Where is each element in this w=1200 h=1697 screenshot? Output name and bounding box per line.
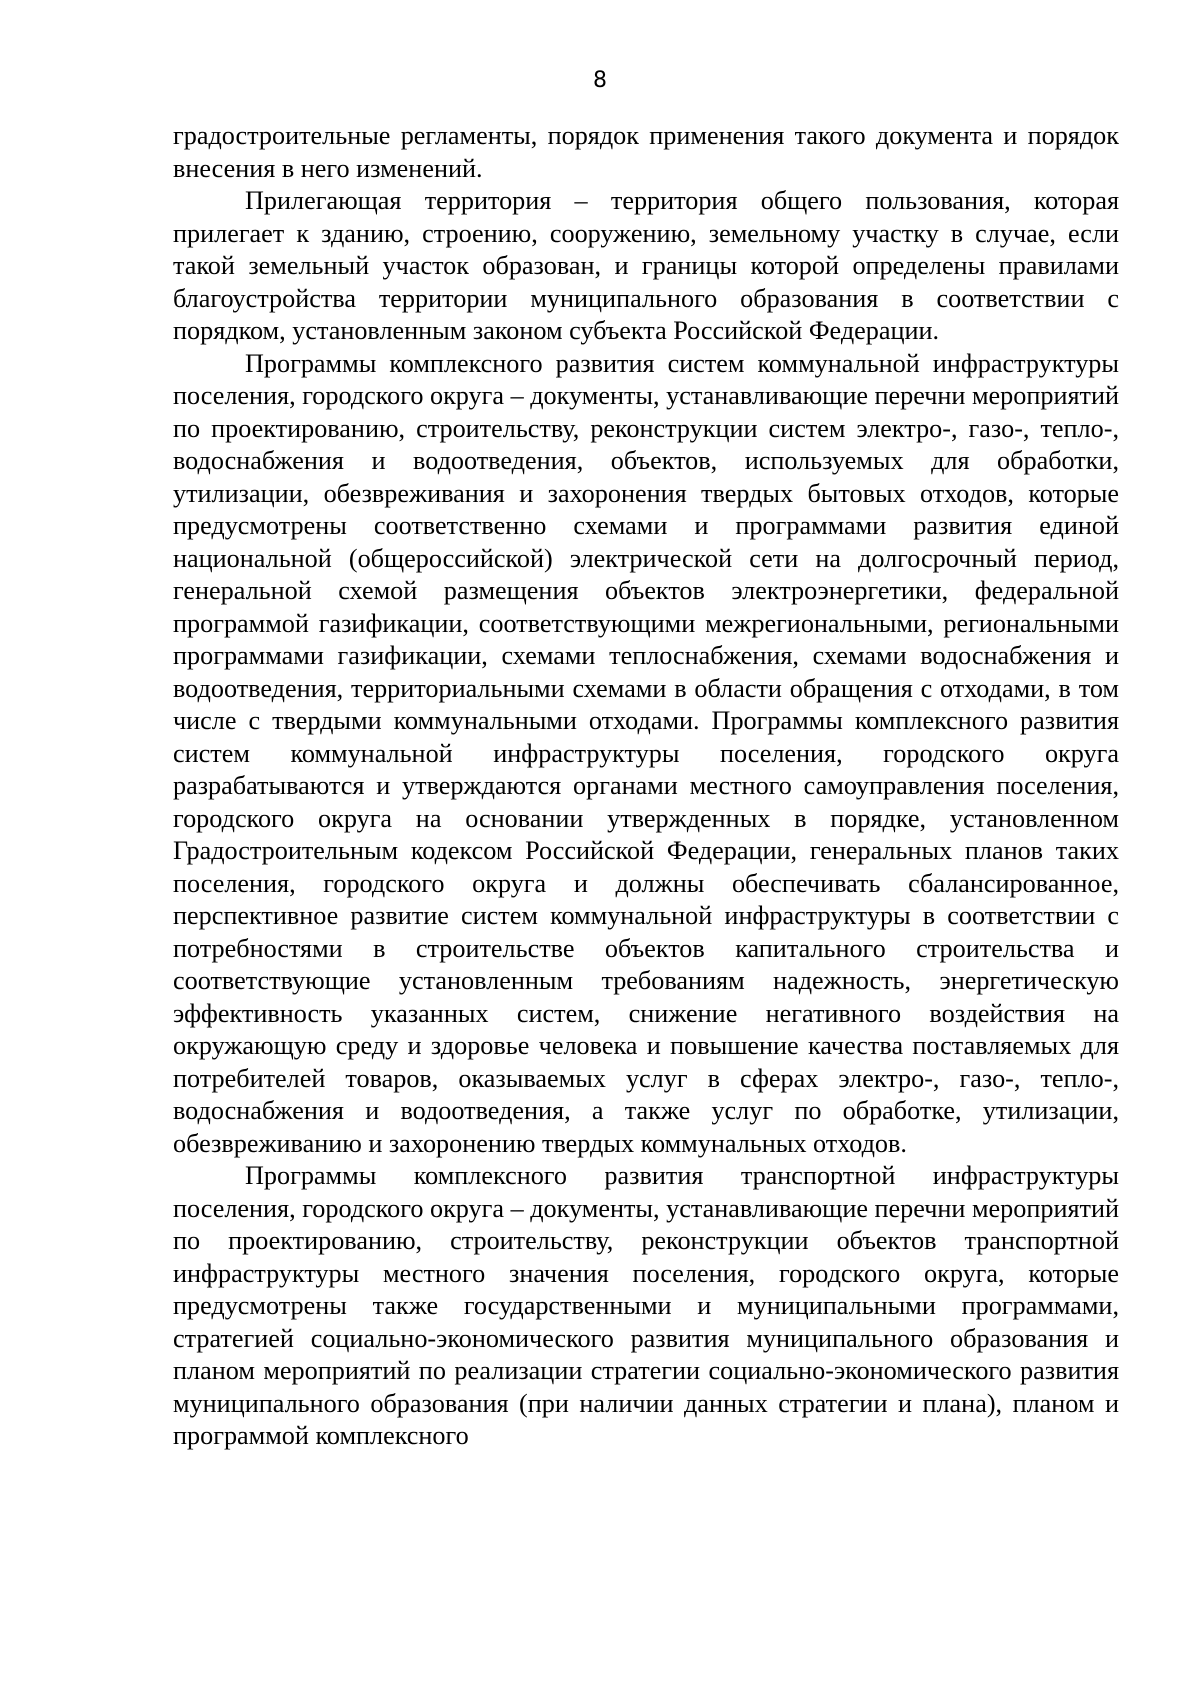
- paragraph-transport-infrastructure-programs: Программы комплексного развития транспортной инфраструктуры поселения, городского округа – документы, устанавливающие перечни мероприятий по проектированию, строительству, реконструкции объектов транспортной инфраструктуры местного значения поселения, городского округа, которые предусмотрены также государственными и муниципальными программами, стратегией социально-экономического развития муниципального образования и планом мероприятий по реализации стратегии социально-экономического развития муниципального образования (при наличии данных стратегии и плана), планом и программой комплексного: [173, 1161, 1119, 1450]
- paragraph-adjacent-territory: Прилегающая территория – территория общего пользования, которая прилегает к зданию, строению, сооружению, земельному участку в случае, если такой земельный участок образован, и границы которой определены правилами благоустройства территории муниципального образования в соответствии с порядком, установленным законом субъекта Российской Федерации.: [173, 186, 1119, 345]
- page-number: 8: [593, 68, 607, 93]
- document-body: [173, 120, 1119, 1453]
- paragraph-continuation: градостроительные регламенты, порядок применения такого документа и порядок внесения в него изменений.: [173, 121, 1119, 183]
- paragraph-communal-infrastructure-programs: Программы комплексного развития систем коммунальной инфраструктуры поселения, городского округа – документы, устанавливающие перечни мероприятий по проектированию, строительству, реконструкции систем электро-, газо-, тепло-, водоснабжения и водоотведения, объектов, используемых для обработки, утилизации, обезвреживания и захоронения твердых бытовых отходов, которые предусмотрены соответственно схемами и программами развития единой национальной (общероссийской) электрической сети на долгосрочный период, генеральной схемой размещения объектов электроэнергетики, федеральной программой газификации, соответствующими межрегиональными, региональными программами газификации, схемами теплоснабжения, схемами водоснабжения и водоотведения, территориальными схемами в области обращения с отходами, в том числе с твердыми коммунальными отходами. Программы комплексного развития систем коммунальной инфраструктуры поселения, городского округа разрабатываются и утверждаются органами местного самоуправления поселения, городского округа на основании утвержденных в порядке, установленном Градостроительным кодексом Российской Федерации, генеральных планов таких поселения, городского округа и должны обеспечивать сбалансированное, перспективное развитие систем коммунальной инфраструктуры в соответствии с потребностями в строительстве объектов капитального строительства и соответствующие установленным требованиям надежность, энергетическую эффективность указанных систем, снижение негативного воздействия на окружающую среду и здоровье человека и повышение качества поставляемых для потребителей товаров, оказываемых услуг в сферах электро-, газо-, тепло-, водоснабжения и водоотведения, а также услуг по обработке, утилизации, обезвреживанию и захоронению твердых коммунальных отходов.: [173, 348, 1119, 1158]
